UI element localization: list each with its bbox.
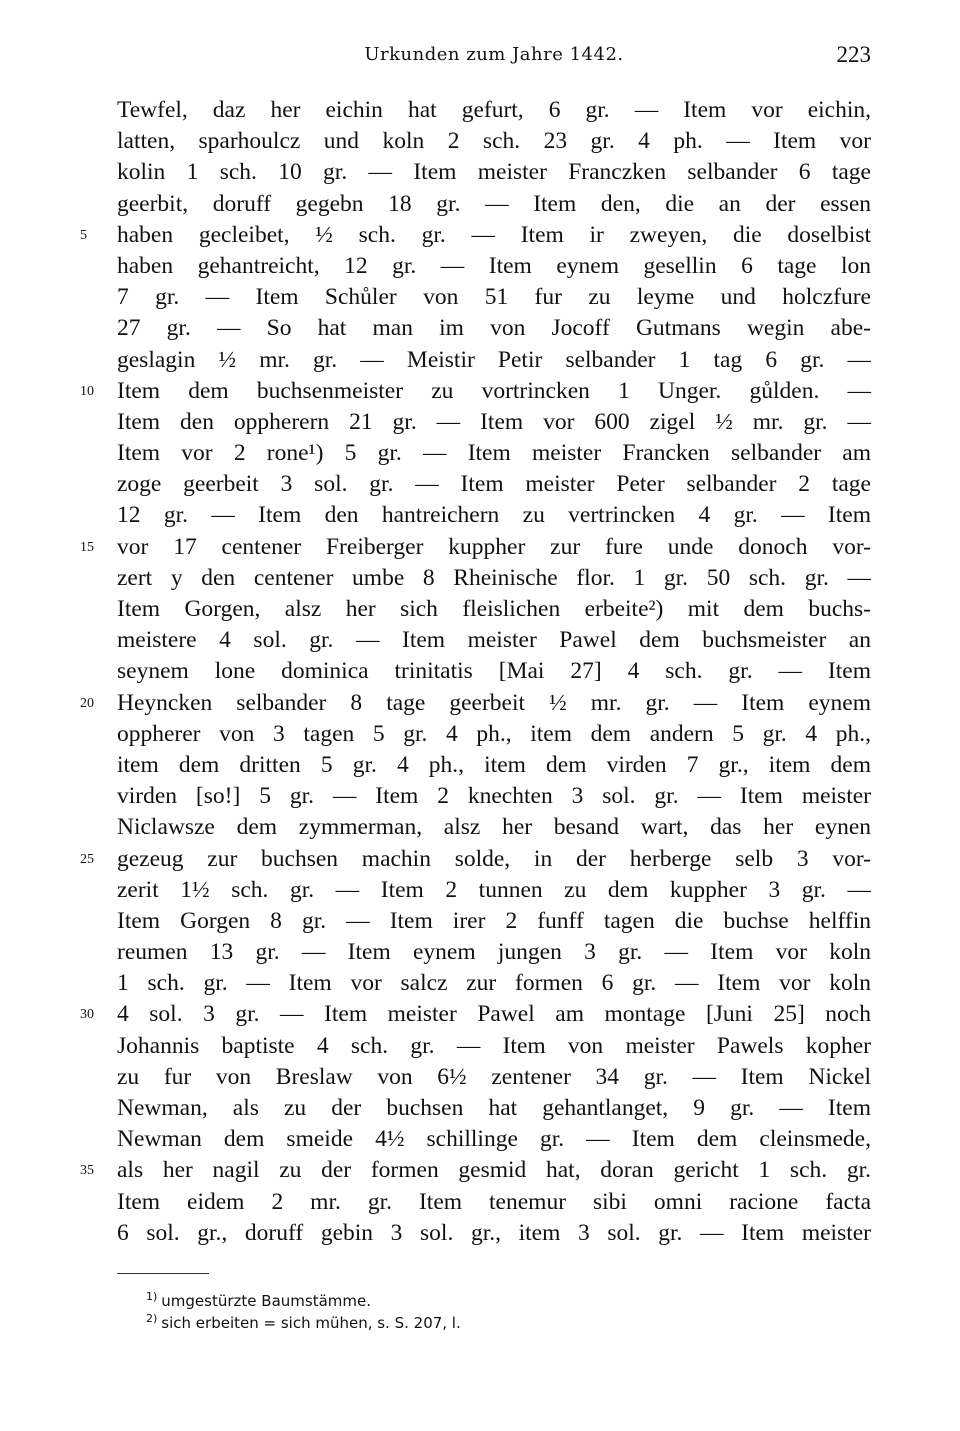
text-line	[117, 875, 871, 906]
line-text: gezeug zur buchsen machin solde, in der herberge selb 3 vor-	[117, 845, 871, 872]
text-line	[80, 376, 871, 407]
footnote-mark: 2)	[146, 1312, 158, 1325]
text-line	[117, 313, 871, 344]
text-line	[117, 937, 871, 968]
text-line	[80, 688, 871, 719]
text-line	[117, 563, 871, 594]
footnote	[146, 1308, 846, 1330]
line-text: 27 gr. — So hat man im von Jocoff Gutmans wegin abe-	[117, 315, 871, 342]
line-text: zu fur von Breslaw von 6½ zentener 34 gr. — Item Nickel	[117, 1063, 871, 1090]
main-text	[80, 95, 871, 1249]
line-text: seynem lone dominica trinitatis [Mai 27] 4 sch. gr. — Item	[117, 658, 871, 685]
text-line	[117, 625, 871, 656]
line-number: 5	[80, 227, 87, 243]
line-text: 7 gr. — Item Schůler von 51 fur zu leyme und holczfure	[117, 284, 871, 311]
line-text: Item Gorgen 8 gr. — Item irer 2 funff tagen die buchse helffin	[117, 907, 871, 934]
text-line	[117, 438, 871, 469]
footnote-mark: 1)	[146, 1290, 158, 1303]
page-header	[117, 44, 871, 74]
line-text: virden [so!] 5 gr. — Item 2 knechten 3 sol. gr. — Item meister	[117, 783, 871, 810]
line-text: Heyncken selbander 8 tage geerbeit ½ mr. gr. — Item eynem	[117, 689, 871, 716]
text-line	[117, 189, 871, 220]
text-line	[117, 781, 871, 812]
line-text: Item dem buchsenmeister zu vortrincken 1 Unger. gůlden. —	[117, 377, 871, 404]
line-text: Item vor 2 rone¹) 5 gr. — Item meister Francken selbander am	[117, 440, 871, 467]
footnote-rule	[117, 1273, 209, 1274]
text-line	[117, 968, 871, 999]
line-text: Johannis baptiste 4 sch. gr. — Item von meister Pawels kopher	[117, 1032, 871, 1059]
line-text: haben gecleibet, ½ sch. gr. — Item ir zweyen, die doselbist	[117, 221, 871, 248]
text-line	[117, 719, 871, 750]
line-text: Newman, als zu der buchsen hat gehantlanget, 9 gr. — Item	[117, 1095, 871, 1121]
line-text: haben gehantreicht, 12 gr. — Item eynem gesellin 6 tage lon	[117, 252, 871, 279]
footnote	[146, 1286, 846, 1308]
line-text: latten, sparhoulcz und koln 2 sch. 23 gr. 4 ph. — Item vor	[117, 128, 871, 155]
text-line	[80, 1155, 871, 1186]
line-text: 6 sol. gr., doruff gebin 3 sol. gr., item 3 sol. gr. — Item meister	[117, 1219, 871, 1246]
text-line	[117, 251, 871, 282]
line-text: Item eidem 2 mr. gr. Item tenemur sibi omni racione facta	[117, 1188, 871, 1215]
text-line	[117, 750, 871, 781]
text-line	[80, 844, 871, 875]
line-text: zerit 1½ sch. gr. — Item 2 tunnen zu dem kuppher 3 gr. —	[117, 876, 871, 903]
text-line	[80, 999, 871, 1030]
text-line	[117, 656, 871, 687]
footnote-text: sich erbeiten = sich mühen, s. S. 207, l.	[161, 1314, 461, 1332]
running-title: Urkunden zum Jahre 1442.	[364, 44, 624, 65]
text-line	[117, 594, 871, 625]
text-line	[117, 500, 871, 531]
line-text: Tewfel, daz her eichin hat gefurt, 6 gr. — Item vor eichin,	[117, 97, 871, 123]
text-line	[80, 532, 871, 563]
line-text: vor 17 centener Freiberger kuppher zur fure unde donoch vor-	[117, 533, 871, 560]
line-text: geerbit, doruff gegebn 18 gr. — Item den, die an der essen	[117, 190, 871, 217]
footnote-text: umgestürzte Baumstämme.	[161, 1292, 371, 1310]
text-line	[117, 1187, 871, 1218]
line-number: 30	[80, 1007, 94, 1023]
line-number: 25	[80, 851, 94, 867]
text-line	[80, 220, 871, 251]
line-text: oppherer von 3 tagen 5 gr. 4 ph., item dem andern 5 gr. 4 ph.,	[117, 720, 871, 747]
line-number: 35	[80, 1163, 94, 1179]
text-line	[117, 407, 871, 438]
text-line	[117, 1093, 871, 1124]
line-text: als her nagil zu der formen gesmid hat, doran gericht 1 sch. gr.	[117, 1157, 871, 1184]
text-line	[117, 812, 871, 843]
text-line	[117, 345, 871, 376]
footnotes	[146, 1286, 846, 1330]
line-text: Newman dem smeide 4½ schillinge gr. — Item dem cleinsmede,	[117, 1126, 871, 1153]
line-text: reumen 13 gr. — Item eynem jungen 3 gr. — Item vor koln	[117, 939, 871, 966]
line-text: zoge geerbeit 3 sol. gr. — Item meister Peter selbander 2 tage	[117, 471, 871, 498]
text-line	[117, 95, 871, 126]
line-number: 10	[80, 383, 94, 399]
line-text: Item den oppherern 21 gr. — Item vor 600 zigel ½ mr. gr. —	[117, 408, 871, 435]
page-number: 223	[836, 42, 871, 67]
line-text: 12 gr. — Item den hantreichern zu vertrincken 4 gr. — Item	[117, 502, 871, 529]
line-text: item dem dritten 5 gr. 4 ph., item dem virden 7 gr., item dem	[117, 751, 871, 778]
line-text: 1 sch. gr. — Item vor salcz zur formen 6 gr. — Item vor koln	[117, 970, 871, 997]
line-text: 4 sol. 3 gr. — Item meister Pawel am montage [Juni 25] noch	[117, 1001, 871, 1028]
text-line	[117, 1062, 871, 1093]
line-text: geslagin ½ mr. gr. — Meistir Petir selbander 1 tag 6 gr. —	[117, 346, 871, 373]
line-number: 15	[80, 539, 94, 555]
text-line	[117, 1031, 871, 1062]
text-line	[117, 1124, 871, 1155]
text-line	[117, 157, 871, 188]
text-line	[117, 282, 871, 313]
line-text: meistere 4 sol. gr. — Item meister Pawel dem buchsmeister an	[117, 627, 871, 654]
text-line	[117, 469, 871, 500]
line-text: Item Gorgen, alsz her sich fleislichen erbeite²) mit dem buchs-	[117, 596, 871, 622]
text-line	[117, 906, 871, 937]
line-text: zert y den centener umbe 8 Rheinische flor. 1 gr. 50 sch. gr. —	[117, 564, 871, 591]
line-number: 20	[80, 695, 94, 711]
line-text: Niclawsze dem zymmerman, alsz her besand wart, das her eynen	[117, 814, 871, 841]
text-line	[117, 1218, 871, 1249]
text-line	[117, 126, 871, 157]
line-text: kolin 1 sch. 10 gr. — Item meister Franczken selbander 6 tage	[117, 159, 871, 186]
